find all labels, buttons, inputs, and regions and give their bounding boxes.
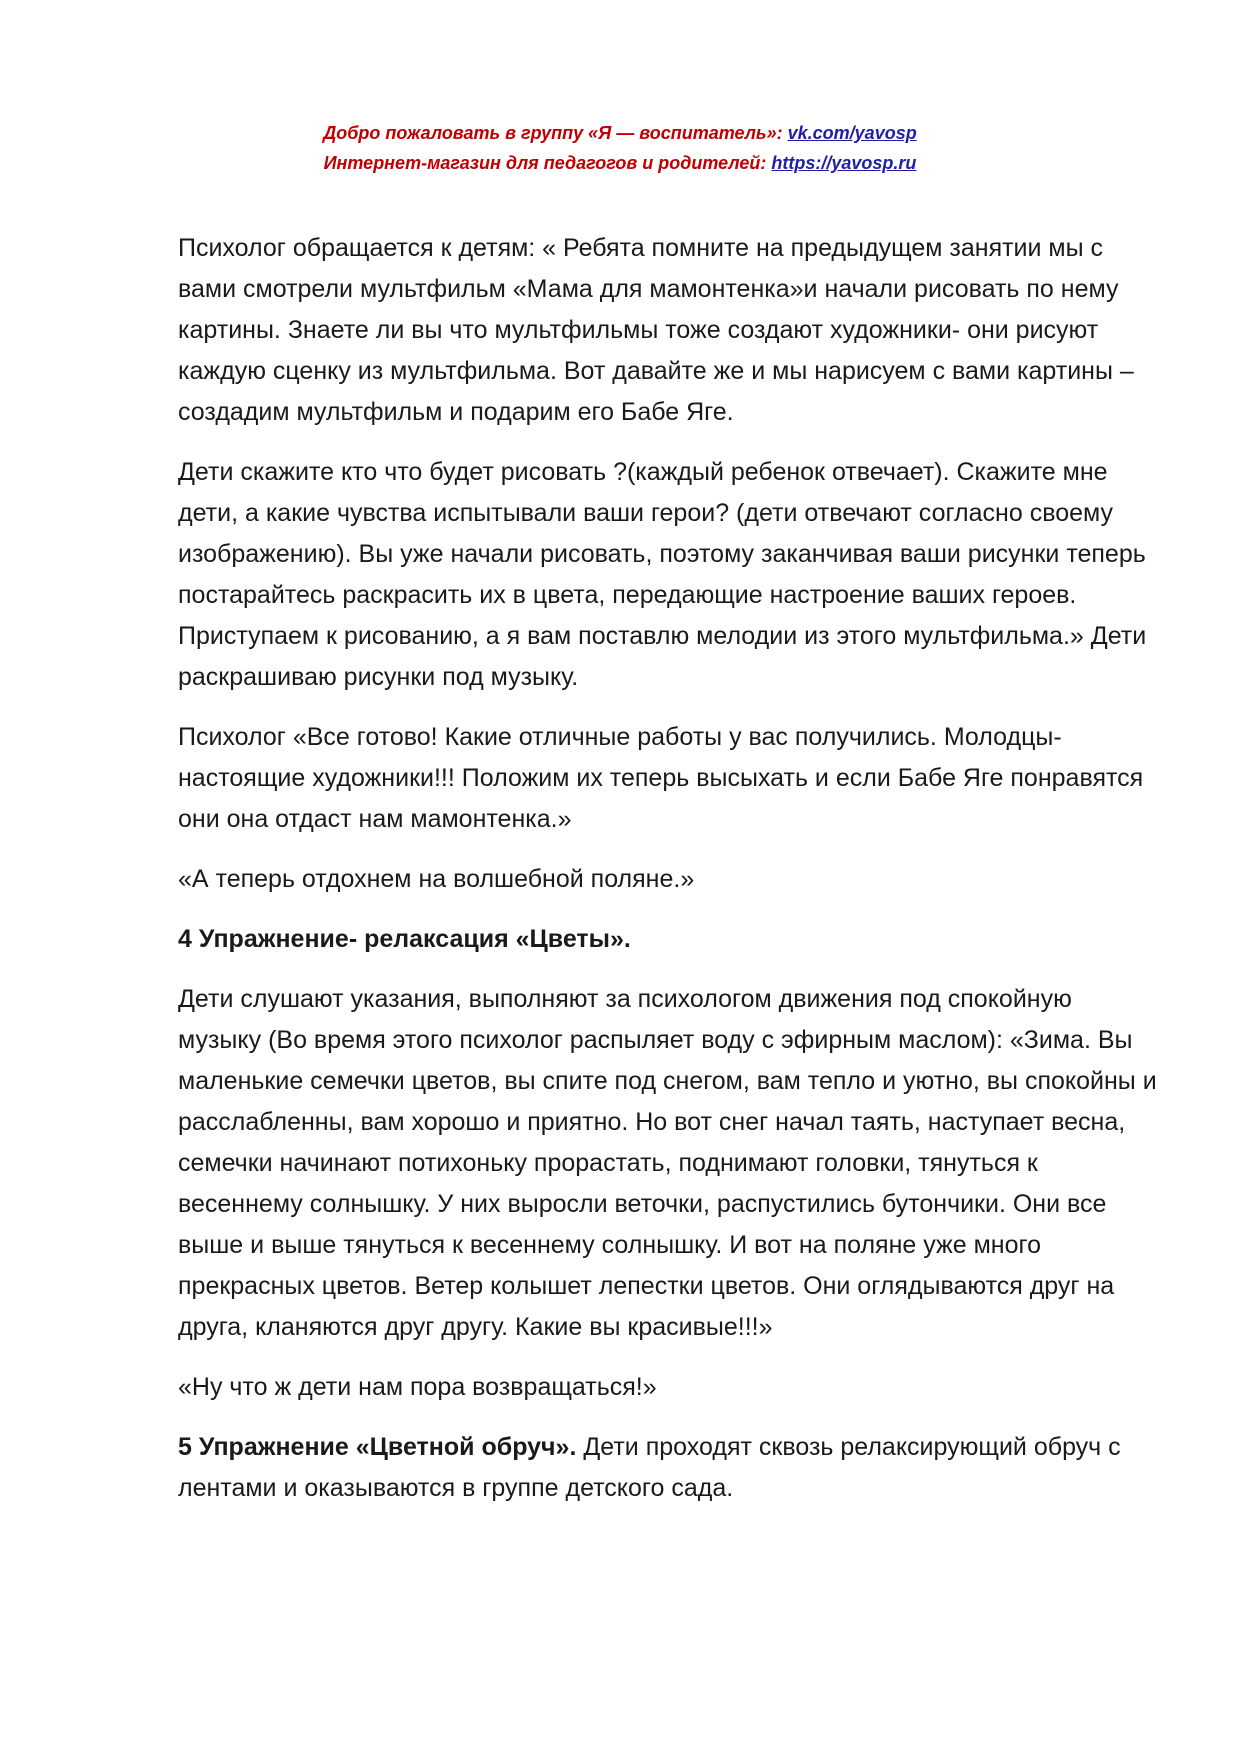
paragraph-exercise-5 [178, 1427, 1158, 1509]
paragraph-all-ready: Психолог «Все готово! Какие отличные работы у вас получились. Молодцы-настоящие художники!!! Положим их теперь высыхать и если Бабе Яге понравятся они она отдаст нам мамонтенка.» [178, 723, 1144, 833]
exercise-5-text: Дети проходят сквозь релаксирующий обруч с лентами и оказываются в группе детского сада. [178, 1433, 1121, 1502]
paragraph-children-drawing: Дети скажите кто что будет рисовать ?(каждый ребенок отвечает). Скажите мне дети, а какие чувства испытывали ваши герои? (дети отвечают согласно своему изображению). Вы уже начали рисовать, поэтому заканчивая ваши рисунки теперь постарайтесь раскрасить их в цвета, передающие настроение ваших героев. Приступаем к рисованию, а я вам поставлю мелодии из этого мультфильма.» Дети раскрашиваю рисунки под музыку. [178, 458, 1147, 691]
header-welcome-text: Добро пожаловать в группу «Я — воспитатель»: [323, 123, 788, 143]
shop-link[interactable]: https://yavosp.ru [771, 153, 917, 173]
paragraph-flowers-relaxation: Дети слушают указания, выполняют за психологом движения под спокойную музыку (Во время этого психолог распыляет воду с эфирным маслом): «Зима. Вы маленькие семечки цветов, вы спите под снегом, вам тепло и уютно, вы спокойны и расслабленны, вам хорошо и приятно. Но вот снег начал таять, наступает весна, семечки начинают потихоньку прорастать, поднимают головки, тянуться к весеннему солнышку. У них выросли веточки, распустились бутончики. Они все выше и выше тянуться к весеннему солнышку. И вот на поляне уже много прекрасных цветов. Ветер колышет лепестки цветов. Они оглядываются друг на друга, кланяются друг другу. Какие вы красивые!!!» [178, 985, 1157, 1341]
header-line-2 [0, 148, 1240, 178]
page-header [0, 118, 1240, 178]
vk-group-link[interactable]: vk.com/yavosp [787, 123, 917, 143]
paragraph-time-to-return: «Ну что ж дети нам пора возвращаться!» [178, 1373, 657, 1401]
header-line-1 [0, 118, 1240, 148]
heading-exercise-5: 5 Упражнение «Цветной обруч». [178, 1433, 577, 1461]
document-body [178, 228, 1158, 1528]
heading-exercise-4: 4 Упражнение- релаксация «Цветы». [178, 925, 631, 953]
header-shop-text: Интернет-магазин для педагогов и родителей: [323, 153, 772, 173]
paragraph-psychologist-intro: Психолог обращается к детям: « Ребята помните на предыдущем занятии мы с вами смотрели мультфильм «Мама для мамонтенка»и начали рисовать по нему картины. Знаете ли вы что мультфильмы тоже создают художники- они рисуют каждую сценку из мультфильма. Вот давайте же и мы нарисуем с вами картины – создадим мультфильм и подарим его Бабе Яге. [178, 234, 1134, 426]
paragraph-rest-meadow: «А теперь отдохнем на волшебной поляне.» [178, 865, 695, 893]
